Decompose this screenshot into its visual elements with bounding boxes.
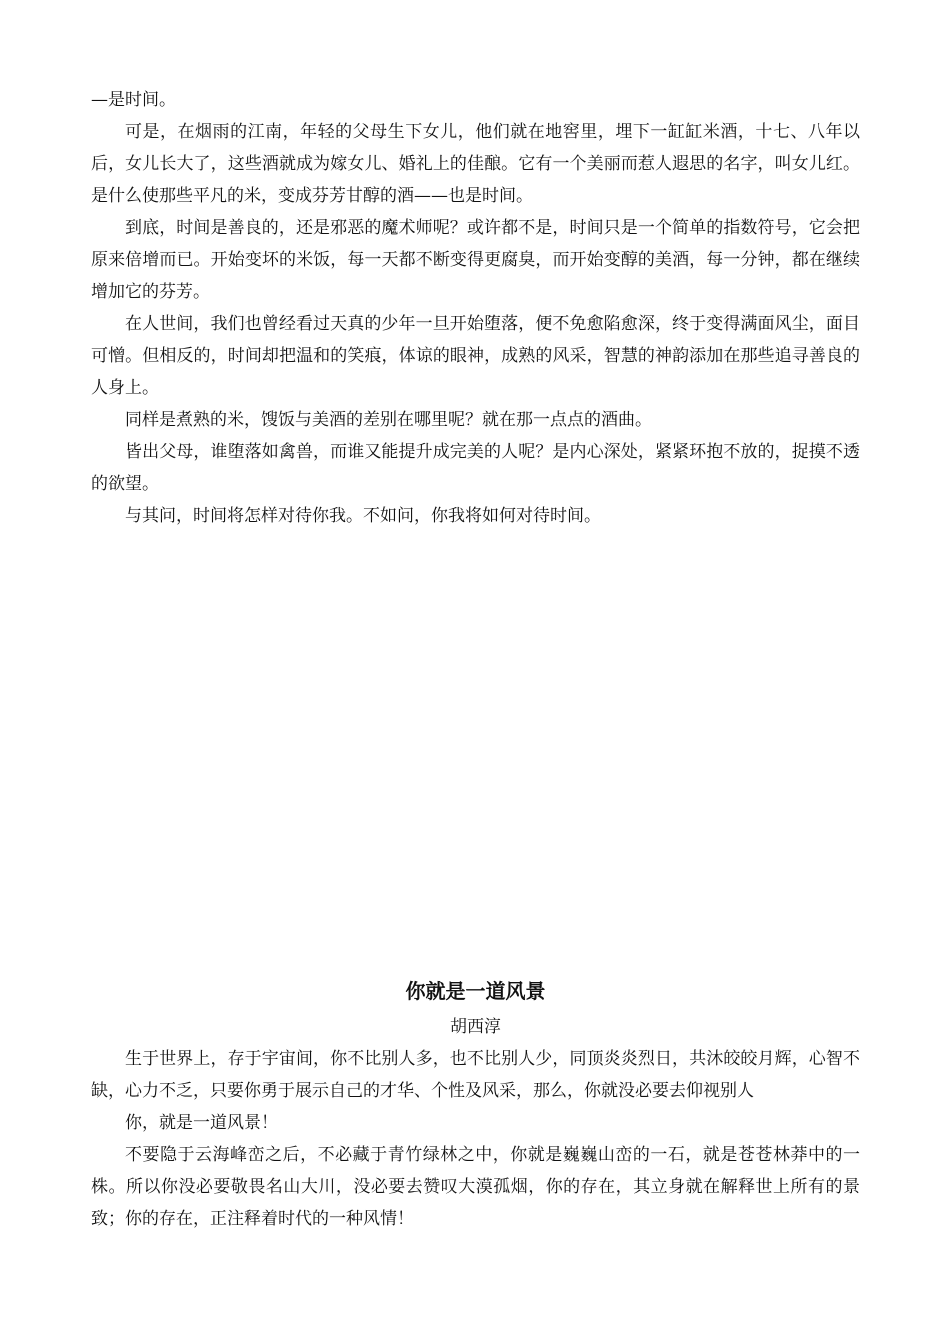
- essay-2-author: 胡西淳: [450, 1017, 501, 1037]
- paragraph: 在人世间，我们也曾经看过天真的少年一旦开始堕落，便不免愈陷愈深，终于变得满面风尘，面目可憎。但相反的，时间却把温和的笑痕，体谅的眼神，成熟的风采，智慧的神韵添加在那些追寻善良的人身上。: [91, 314, 860, 398]
- paragraph: 同样是煮熟的米，馊饭与美酒的差别在哪里呢？就在那一点点的酒曲。: [125, 410, 652, 430]
- paragraph: 皆出父母，谁堕落如禽兽，而谁又能提升成完美的人呢？是内心深处，紧紧环抱不放的，捉摸不透的欲望。: [91, 442, 860, 494]
- paragraph: 与其问，时间将怎样对待你我。不如问，你我将如何对待时间。: [125, 506, 601, 526]
- essay-1-body: [91, 84, 860, 532]
- paragraph: 到底，时间是善良的，还是邪恶的魔术师呢？或许都不是，时间只是一个简单的指数符号，它会把原来倍增而已。开始变坏的米饭，每一天都不断变得更腐臭，而开始变醇的美酒，每一分钟，都在继续增加它的芬芳。: [91, 218, 860, 302]
- essay-2-title: 你就是一道风景: [405, 979, 546, 1003]
- essay-2-body: [91, 1043, 860, 1235]
- paragraph: 生于世界上，存于宇宙间，你不比别人多，也不比别人少，同顶炎炎烈日，共沐皎皎月辉，心智不缺，心力不乏，只要你勇于展示自己的才华、个性及风采，那么，你就没必要去仰视别人: [91, 1049, 860, 1101]
- paragraph: 可是，在烟雨的江南，年轻的父母生下女儿，他们就在地窖里，埋下一缸缸米酒，十七、八年以后，女儿长大了，这些酒就成为嫁女儿、婚礼上的佳酿。它有一个美丽而惹人遐思的名字，叫女儿红。是什么使那些平凡的米，变成芬芳甘醇的酒——也是时间。: [91, 122, 860, 206]
- paragraph: 你，就是一道风景！: [125, 1113, 278, 1133]
- paragraph: 不要隐于云海峰峦之后，不必藏于青竹绿林之中，你就是巍巍山峦的一石，就是苍苍林莽中的一株。所以你没必要敬畏名山大川，没必要去赞叹大漠孤烟，你的存在，其立身就在解释世上所有的景致；你的存在，正注释着时代的一种风情！: [91, 1145, 860, 1229]
- paragraph: —是时间。: [91, 90, 176, 110]
